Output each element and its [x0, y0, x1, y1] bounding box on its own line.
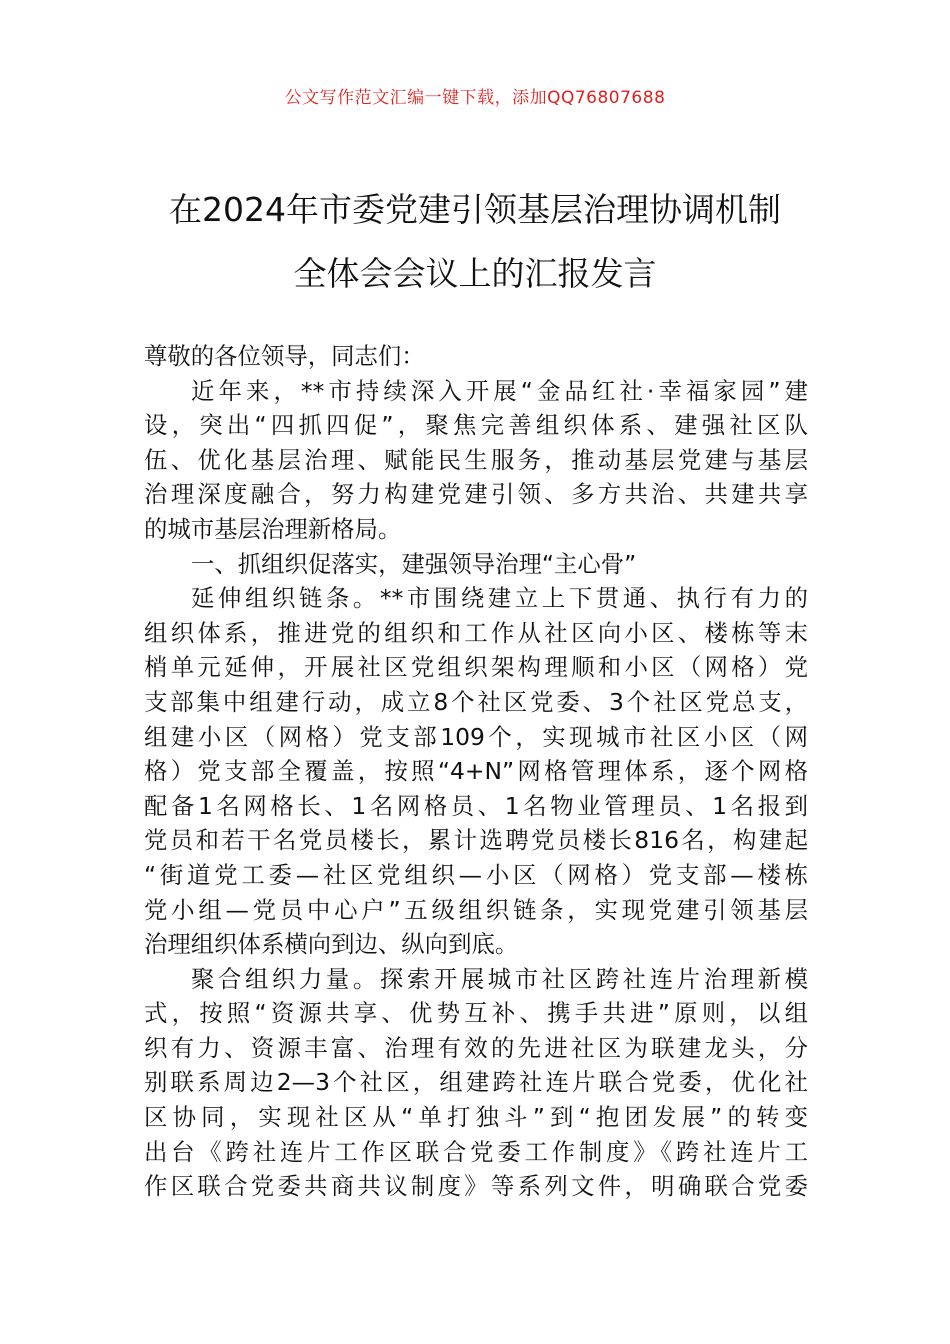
body-line: 格）党支部全覆盖，按照“4+N”网格管理体系，逐个网格 — [144, 757, 808, 786]
body-line: 区协同，实现社区从“单打独斗”到“抱团发展”的转变 — [144, 1103, 808, 1132]
body-line: 的城市基层治理新格局。 — [144, 514, 402, 543]
body-line: 式，按照“资源共享、优势互补、携手共进”原则，以组 — [144, 999, 808, 1028]
body-line: 治理深度融合，努力构建党建引领、多方共治、共建共享 — [144, 480, 808, 509]
body-line: 出台《跨社连片工作区联合党委工作制度》《跨社连片工 — [144, 1137, 808, 1166]
body-line: 配备1名网格长、1名网格员、1名物业管理员、1名报到 — [144, 791, 808, 820]
body-line: 党员和若干名党员楼长，累计选聘党员楼长816名，构建起 — [144, 826, 808, 855]
body-line: 作区联合党委共商共议制度》等系列文件，明确联合党委 — [144, 1172, 808, 1201]
body-line: “街道党工委—社区党组织—小区（网格）党支部—楼栋 — [144, 860, 808, 889]
body-line: 伍、优化基层治理、赋能民生服务，推动基层党建与基层 — [144, 445, 808, 474]
body-line: 梢单元延伸，开展社区党组织架构理顺和小区（网格）党 — [144, 653, 808, 682]
body-line: 延伸组织链条。**市围绕建立上下贯通、执行有力的 — [191, 584, 808, 613]
body-line: 设，突出“四抓四促”，聚焦完善组织体系、建强社区队 — [144, 411, 808, 440]
promo-banner: 公文写作范文汇编一键下载，添加QQ76807688 — [284, 88, 666, 108]
title-line-2: 全体会会议上的汇报发言 — [293, 254, 657, 293]
document-body — [144, 339, 808, 1204]
body-line: 织有力、资源丰富、治理有效的先进社区为联建龙头，分 — [144, 1033, 808, 1062]
title-line-1: 在2024年市委党建引领基层治理协调机制 — [169, 190, 781, 229]
section-heading: 一、抓组织促落实，建强领导治理“主心骨” — [191, 549, 637, 578]
body-line: 支部集中组建行动，成立8个社区党委、3个社区党总支， — [144, 687, 808, 716]
body-line: 别联系周边2—3个社区，组建跨社连片联合党委，优化社 — [144, 1068, 808, 1097]
body-line: 近年来，**市持续深入开展“金品红社·幸福家园”建 — [191, 376, 808, 405]
salutation: 尊敬的各位领导，同志们： — [144, 342, 425, 370]
body-line: 组建小区（网格）党支部109个，实现城市社区小区（网 — [144, 722, 808, 751]
body-line: 党小组—党员中心户”五级组织链条，实现党建引领基层 — [144, 895, 808, 924]
body-line: 组织体系，推进党的组织和工作从社区向小区、楼栋等末 — [144, 618, 808, 647]
document-title — [100, 178, 850, 306]
body-line: 治理组织体系横向到边、纵向到底。 — [144, 930, 519, 959]
body-line: 聚合组织力量。探索开展城市社区跨社连片治理新模 — [191, 964, 808, 993]
